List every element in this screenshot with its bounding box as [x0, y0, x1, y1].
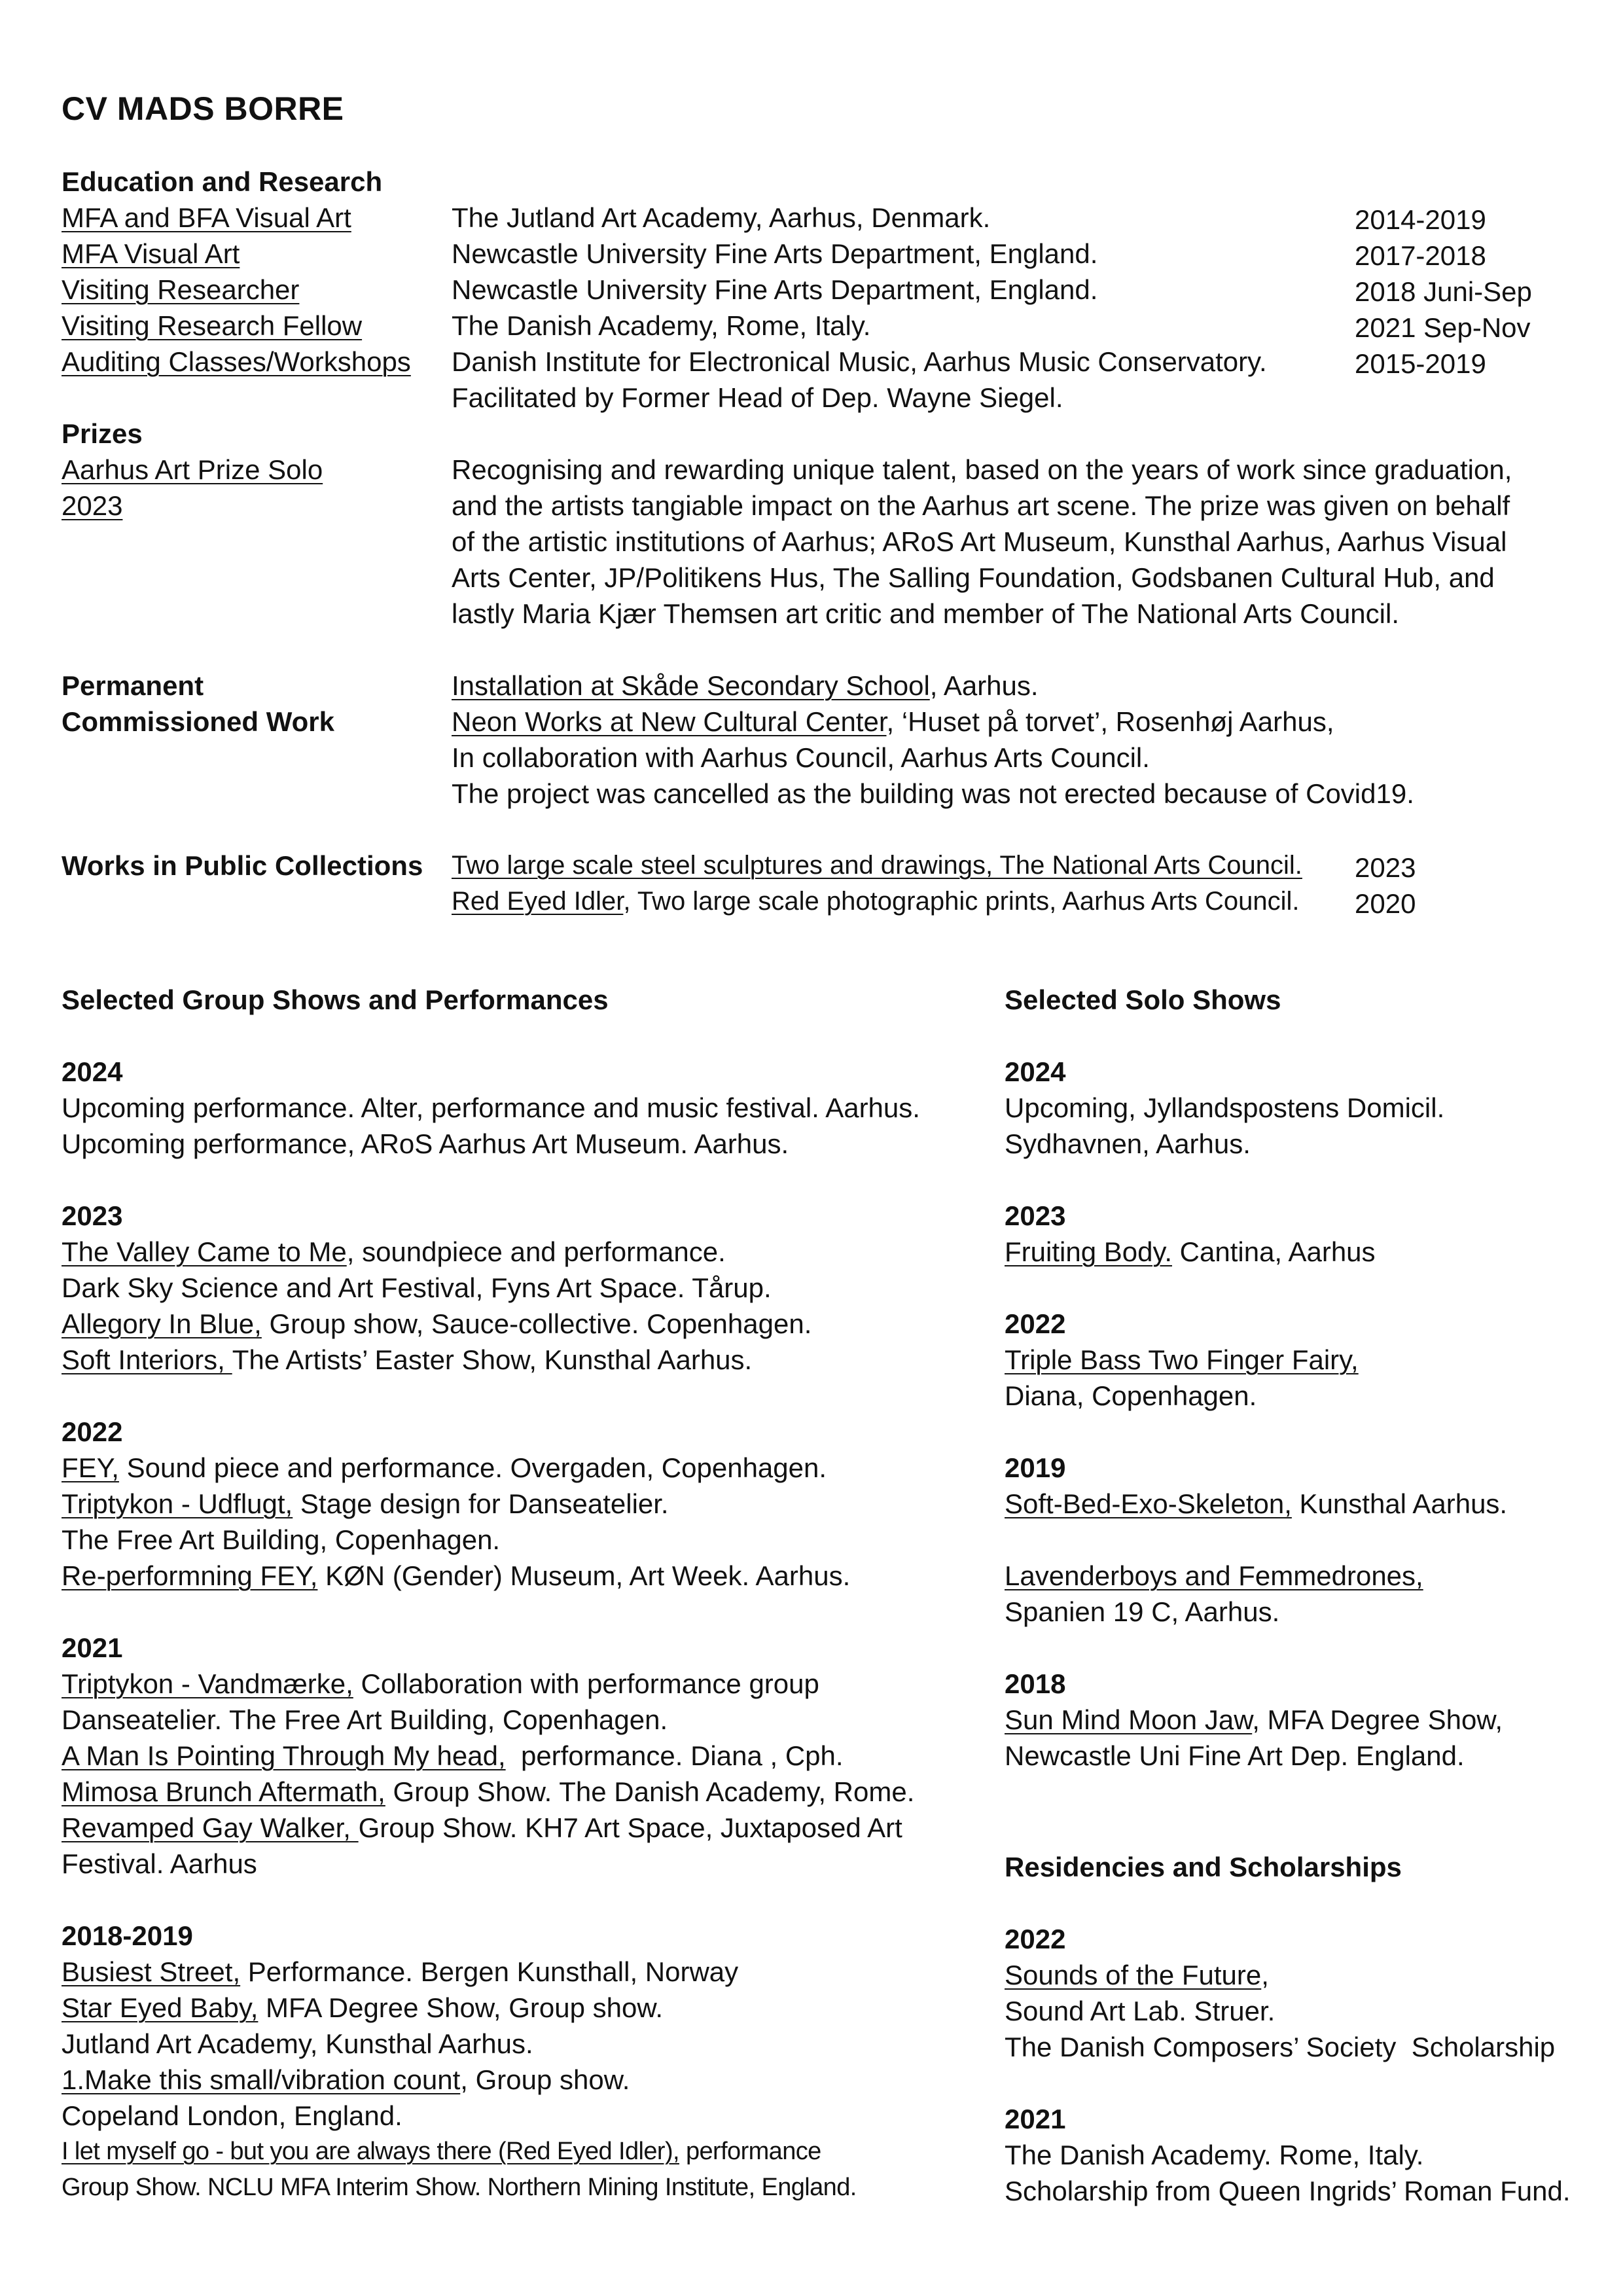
group-link[interactable]: Triptykon - Vandmærke,: [62, 1668, 353, 1699]
education-descriptions: [452, 200, 1267, 416]
commissioned-text: , ‘Huset på torvet’, Rosenhøj Aarhus,: [886, 706, 1334, 737]
collections-heading: Works in Public Collections: [62, 850, 423, 881]
group-link[interactable]: Mimosa Brunch Aftermath,: [62, 1776, 385, 1807]
education-year: 2014-2019: [1355, 204, 1486, 235]
solo-year: 2022: [1005, 1308, 1066, 1339]
education-extra: Facilitated by Former Head of Dep. Wayne Siegel.: [452, 382, 1063, 413]
group-year: 2021: [62, 1632, 123, 1663]
residencies-entry: Scholarship from Queen Ingrids’ Roman Fund.: [1005, 2176, 1571, 2206]
solo-year: 2019: [1005, 1452, 1066, 1483]
education-year: 2018 Juni-Sep: [1355, 276, 1532, 307]
commissioned-heading-line: Permanent: [62, 670, 204, 701]
education-label-visiting-researcher[interactable]: Visiting Researcher: [62, 274, 300, 305]
education-desc: Newcastle University Fine Arts Department, England.: [452, 238, 1098, 269]
solo-entry: , MFA Degree Show,: [1252, 1704, 1503, 1735]
group-entry: Sound piece and performance. Overgaden, Copenhagen.: [118, 1452, 827, 1483]
group-year: 2018-2019: [62, 1920, 193, 1951]
education-year: 2015-2019: [1355, 348, 1486, 379]
solo-year: 2018: [1005, 1668, 1066, 1699]
solo-link[interactable]: Triple Bass Two Finger Fairy,: [1005, 1344, 1359, 1375]
prize-desc-line: of the artistic institutions of Aarhus; ARoS Art Museum, Kunsthal Aarhus, Aarhus Visual: [452, 526, 1507, 557]
group-entry: Jutland Art Academy, Kunsthal Aarhus.: [62, 2028, 533, 2059]
group-link[interactable]: Re-performning FEY,: [62, 1560, 318, 1591]
group-link[interactable]: Star Eyed Baby,: [62, 1992, 259, 2023]
group-entry: MFA Degree Show, Group show.: [258, 1992, 664, 2023]
residencies-entry: The Danish Composers’ Society Scholarship: [1005, 2032, 1556, 2062]
collections-list: [452, 848, 1302, 920]
residencies-entry: The Danish Academy. Rome, Italy.: [1005, 2140, 1424, 2170]
group-link[interactable]: Soft Interiors,: [62, 1344, 232, 1375]
prize-description: [452, 452, 1512, 632]
group-entry: Dark Sky Science and Art Festival, Fyns Art Space. Tårup.: [62, 1272, 772, 1303]
group-link[interactable]: A Man Is Pointing Through My head,: [62, 1740, 506, 1771]
commissioned-link-neon[interactable]: Neon Works at New Cultural Center: [452, 706, 887, 737]
group-entry: KØN (Gender) Museum, Art Week. Aarhus.: [317, 1560, 851, 1591]
group-entry: Danseatelier. The Free Art Building, Copenhagen.: [62, 1704, 668, 1735]
collections-year: 2023: [1355, 852, 1416, 883]
residencies-entry: ,: [1261, 1960, 1269, 1990]
education-label-mfa[interactable]: MFA Visual Art: [62, 238, 240, 269]
solo-shows-heading: Selected Solo Shows: [1005, 984, 1281, 1015]
prizes-heading: Prizes: [62, 418, 143, 449]
education-year: 2017-2018: [1355, 240, 1486, 271]
collections-years: [1355, 850, 1416, 922]
group-entry: The Free Art Building, Copenhagen.: [62, 1524, 501, 1555]
group-entry: performance. Diana , Cph.: [505, 1740, 844, 1771]
commissioned-list: [452, 668, 1414, 812]
group-entry: , soundpiece and performance.: [346, 1236, 726, 1267]
group-entry: Group Show. NCLU MFA Interim Show. Northern Mining Institute, England.: [62, 2174, 857, 2201]
prize-desc-line: and the artists tangiable impact on the Aarhus art scene. The prize was given on behalf: [452, 490, 1510, 521]
solo-link[interactable]: Lavenderboys and Femmedrones,: [1005, 1560, 1423, 1591]
residencies-year: 2022: [1005, 1924, 1066, 1954]
commissioned-link-skade[interactable]: Installation at Skåde Secondary School: [452, 670, 930, 701]
group-link[interactable]: The Valley Came to Me: [62, 1236, 347, 1267]
group-link[interactable]: FEY,: [62, 1452, 119, 1483]
solo-entry: Sydhavnen, Aarhus.: [1005, 1128, 1251, 1159]
prize-name-link[interactable]: Aarhus Art Prize Solo: [62, 454, 323, 485]
education-desc: The Jutland Art Academy, Aarhus, Denmark.: [452, 202, 991, 233]
residencies-year: 2021: [1005, 2104, 1066, 2134]
solo-entry: Cantina, Aarhus: [1172, 1236, 1376, 1267]
commissioned-heading: [62, 668, 334, 740]
residencies-link[interactable]: Sounds of the Future: [1005, 1960, 1262, 1990]
education-desc: Newcastle University Fine Arts Department, England.: [452, 274, 1098, 305]
solo-year: 2023: [1005, 1200, 1066, 1231]
education-label-auditing[interactable]: Auditing Classes/Workshops: [62, 346, 411, 377]
solo-link[interactable]: Fruiting Body.: [1005, 1236, 1172, 1267]
group-link[interactable]: Triptykon - Udflugt,: [62, 1488, 293, 1519]
group-link[interactable]: Busiest Street,: [62, 1956, 241, 1987]
education-label-visiting-fellow[interactable]: Visiting Research Fellow: [62, 310, 363, 341]
solo-entry: Kunsthal Aarhus.: [1291, 1488, 1508, 1519]
page-title: CV MADS BORRE: [62, 90, 344, 127]
group-link[interactable]: Revamped Gay Walker,: [62, 1812, 359, 1843]
group-shows-section: [62, 982, 920, 2206]
group-year: 2022: [62, 1416, 123, 1447]
group-shows-heading: Selected Group Shows and Performances: [62, 984, 609, 1015]
group-entry: Group Show. KH7 Art Space, Juxtaposed Art: [358, 1812, 902, 1843]
prize-desc-line: lastly Maria Kjær Themsen art critic and member of The National Arts Council.: [452, 598, 1399, 629]
solo-entry: Diana, Copenhagen.: [1005, 1380, 1257, 1411]
education-desc: Danish Institute for Electronical Music, Aarhus Music Conservatory.: [452, 346, 1267, 377]
prize-desc-line: Recognising and rewarding unique talent, based on the years of work since graduation,: [452, 454, 1512, 485]
commissioned-heading-line: Commissioned Work: [62, 706, 334, 737]
prize-desc-line: Arts Center, JP/Politikens Hus, The Salling Foundation, Godsbanen Cultural Hub, and: [452, 562, 1495, 593]
residencies-heading: Residencies and Scholarships: [1005, 1852, 1402, 1882]
commissioned-text: The project was cancelled as the building was not erected because of Covid19.: [452, 778, 1414, 809]
group-entry: Group Show. The Danish Academy, Rome.: [385, 1776, 915, 1807]
group-entry: Copeland London, England.: [62, 2100, 402, 2131]
commissioned-text: In collaboration with Aarhus Council, Aarhus Arts Council.: [452, 742, 1150, 773]
residencies-entry: Sound Art Lab. Struer.: [1005, 1996, 1275, 2026]
education-heading: Education and Research: [62, 166, 383, 197]
education-label-mfa-bfa[interactable]: MFA and BFA Visual Art: [62, 202, 351, 233]
group-entry: Collaboration with performance group: [353, 1668, 819, 1699]
group-entry: Festival. Aarhus: [62, 1848, 257, 1879]
collections-text: , Two large scale photographic prints, Aarhus Arts Council.: [623, 887, 1300, 916]
group-link[interactable]: I let myself go - but you are always there (Red Eyed Idler),: [62, 2138, 679, 2165]
solo-shows-section: [1005, 982, 1507, 1774]
solo-entry: Spanien 19 C, Aarhus.: [1005, 1596, 1280, 1627]
collections-link-steel[interactable]: Two large scale steel sculptures and drawings, The National Arts Council.: [452, 851, 1302, 880]
collections-year: 2020: [1355, 888, 1416, 919]
residencies-section: [1005, 1849, 1571, 2209]
group-link[interactable]: Allegory In Blue,: [62, 1308, 262, 1339]
solo-entry: Upcoming, Jyllandspostens Domicil.: [1005, 1092, 1445, 1123]
education-labels: [62, 200, 411, 380]
group-entry: Stage design for Danseatelier.: [293, 1488, 669, 1519]
group-link[interactable]: 1.Make this small/vibration count: [62, 2064, 461, 2095]
education-desc: The Danish Academy, Rome, Italy.: [452, 310, 871, 341]
solo-entry: Newcastle Uni Fine Art Dep. England.: [1005, 1740, 1465, 1771]
solo-link[interactable]: Soft-Bed-Exo-Skeleton,: [1005, 1488, 1292, 1519]
collections-link-red-eyed-idler[interactable]: Red Eyed Idler: [452, 887, 624, 916]
education-years: [1355, 202, 1532, 382]
group-entry: performance: [679, 2138, 821, 2165]
group-year: 2023: [62, 1200, 123, 1231]
prize-label: [62, 452, 323, 524]
solo-link[interactable]: Sun Mind Moon Jaw: [1005, 1704, 1253, 1735]
group-entry: Group show, Sauce-collective. Copenhagen.: [261, 1308, 812, 1339]
group-entry: Upcoming performance, ARoS Aarhus Art Museum. Aarhus.: [62, 1128, 789, 1159]
group-year: 2024: [62, 1056, 123, 1087]
prize-year-link[interactable]: 2023: [62, 490, 123, 521]
group-entry: The Artists’ Easter Show, Kunsthal Aarhus.: [232, 1344, 753, 1375]
group-entry: Performance. Bergen Kunsthall, Norway: [240, 1956, 739, 1987]
group-entry: Upcoming performance. Alter, performance and music festival. Aarhus.: [62, 1092, 920, 1123]
group-entry: , Group show.: [460, 2064, 630, 2095]
solo-year: 2024: [1005, 1056, 1066, 1087]
education-year: 2021 Sep-Nov: [1355, 312, 1531, 343]
commissioned-text: , Aarhus.: [929, 670, 1039, 701]
